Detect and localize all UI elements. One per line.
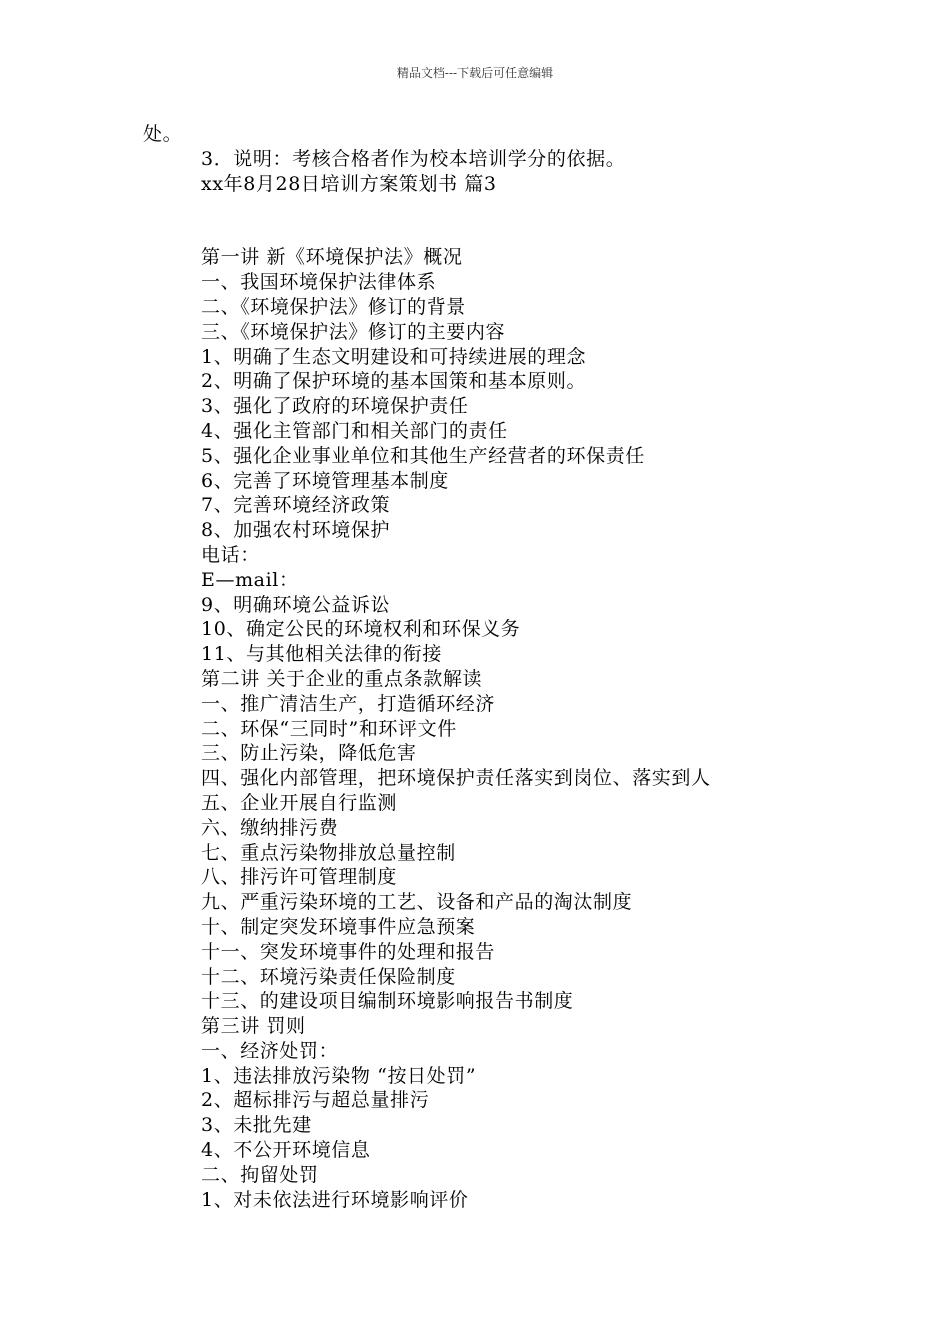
text-line: 11、与其他相关法律的衔接 (201, 643, 442, 666)
text-line: 三、防止污染，降低危害 (201, 742, 417, 765)
text-line: 五、企业开展自行监测 (201, 791, 398, 814)
text-line: 10、确定公民的环境权利和环保义务 (201, 618, 521, 641)
text-line: 2、明确了保护环境的基本国策和基本原则。 (201, 370, 587, 393)
text-line: 3．说明：考核合格者作为校本培训学分的依据。 (201, 147, 626, 170)
text-line: 处。 (143, 123, 183, 145)
blank-gap (0, 196, 950, 245)
text-line: 八、排污许可管理制度 (201, 866, 398, 889)
page-header: 精品文档---下载后可任意编辑 (396, 66, 554, 80)
text-line: 十二、环境污染责任保险制度 (201, 965, 456, 988)
text-line: 6、完善了环境管理基本制度 (201, 469, 449, 492)
email-label: E—mail： (201, 568, 299, 591)
text-line: 1、明确了生态文明建设和可持续进展的理念 (201, 345, 587, 368)
text-line: 8、加强农村环境保护 (201, 519, 391, 542)
section-title: xx年8月28日培训方案策划书 篇3 (201, 172, 497, 195)
text-line: 1、对未依法进行环境影响评价 (201, 1188, 469, 1211)
text-line: 7、完善环境经济政策 (201, 494, 391, 517)
phone-label: 电话： (201, 543, 260, 566)
text-line: 一、我国环境保护法律体系 (201, 271, 437, 294)
text-line: 四、强化内部管理，把环境保护责任落实到岗位、落实到人 (201, 767, 711, 790)
text-line: 9、明确环境公益诉讼 (201, 593, 391, 616)
text-line: 5、强化企业事业单位和其他生产经营者的环保责任 (201, 444, 645, 467)
lecture-heading: 第一讲 新《环境保护法》概况 (201, 246, 463, 269)
text-line: 4、强化主管部门和相关部门的责任 (201, 419, 508, 442)
text-line: 2、超标排污与超总量排污 (201, 1089, 430, 1112)
text-line: 3、未批先建 (201, 1114, 312, 1137)
text-line: 十一、突发环境事件的处理和报告 (201, 940, 496, 963)
lecture-heading: 第二讲 关于企业的重点条款解读 (201, 667, 483, 690)
document-body (0, 122, 950, 1212)
text-line: 一、经济处罚： (201, 1039, 339, 1062)
text-line: 二、拘留处罚 (201, 1163, 319, 1186)
text-line: 六、缴纳排污费 (201, 816, 339, 839)
text-line: 3、强化了政府的环境保护责任 (201, 395, 469, 418)
text-line: 九、严重污染环境的工艺、设备和产品的淘汰制度 (201, 891, 633, 914)
text-line: 1、违法排放污染物 “按日处罚” (201, 1064, 477, 1087)
text-line: 十、制定突发环境事件应急预案 (201, 915, 476, 938)
text-line: 七、重点污染物排放总量控制 (201, 841, 456, 864)
text-line: 十三、的建设项目编制环境影响报告书制度 (201, 990, 574, 1013)
text-line: 二、《环境保护法》修订的背景 (201, 295, 466, 318)
text-line: 二、环保“三同时”和环评文件 (201, 717, 457, 740)
text-line: 三、《环境保护法》修订的主要内容 (201, 320, 506, 343)
lecture-heading: 第三讲 罚则 (201, 1015, 306, 1038)
text-line: 4、不公开环境信息 (201, 1139, 371, 1162)
text-line: 一、推广清洁生产，打造循环经济 (201, 692, 496, 715)
